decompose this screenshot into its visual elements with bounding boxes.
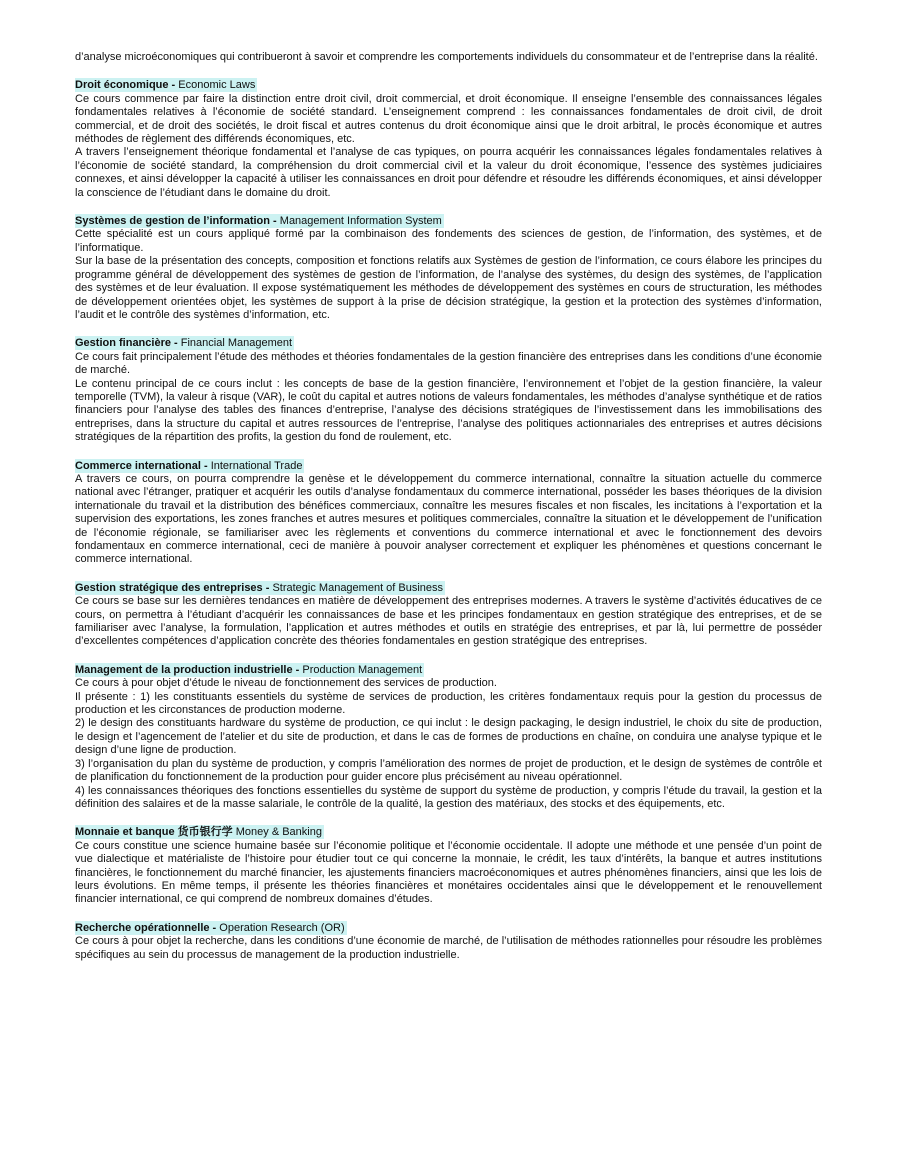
course-title — [75, 922, 822, 935]
course-paragraph: Ce cours fait principalement l’étude des méthodes et théories fondamentales de la gestion financière des entreprises dans les conditions d’une économie de marché. — [75, 350, 822, 377]
course-paragraph: A travers ce cours, on pourra comprendre la genèse et le développement du commerce international, connaître la situation actuelle du commerce national avec l’étranger, pratiquer et acquérir les outils d’analyse fondamentaux du commerce international, posséder les bases théoriques de la division internationale du travail et la distribution des bénéfices commerciaux, connaître les mesures fiscales et non fiscales, les incitations à l’exportation et la supervision des exportations, les zones franches et autres mesures et politiques commerciales, connaître la situation et le développement de l’unification de l’économie régionale, se familiariser avec les règlements et conventions du commerce international et avec le fonctionnement des devoirs fondamentaux en commerce international, ceci de manière à pouvoir analyser correctement et expliquer les phénomènes et questions concernant le commerce international. — [75, 472, 822, 566]
course-title — [75, 664, 822, 677]
section-recherche-operationnelle — [75, 922, 822, 962]
section-droit-economique — [75, 79, 822, 200]
course-paragraph: Ce cours constitue une science humaine basée sur l’économie politique et l’économie occidentale. Il adopte une méthode et une pensée d’un point de vue dialectique et matérialiste de l’histoire pour étudier tout ce qui concerne la monnaie, le crédit, les taux d’intérêts, la banque et autres institutions financières, le fonctionnement du marché financier, les ajustements financiers macroéconomiques et autres phénomènes financiers, ainsi que les lois de leurs évolutions. En même temps, il présente les théories financières et monétaires occidentales ainsi que le développement et le renouvellement financier international, ce qui comprend de nombreux domaines d’études. — [75, 839, 822, 906]
course-title — [75, 826, 822, 839]
course-title — [75, 460, 822, 473]
course-title — [75, 215, 822, 228]
course-title-fr: Systèmes de gestion de l’information - — [75, 215, 277, 228]
course-paragraph: Ce cours se base sur les dernières tendances en matière de développement des entreprises modernes. A travers le système d’activités éducatives de ce cours, on permettra à l’étudiant d’acquérir les connaissances de base et les principes fondamentaux en gestion stratégique des entreprises, et de se familiariser avec l’analyse, la formulation, l’application et autres méthodes et outils en stratégie des entreprises, et par là, lui permettre de posséder d’excellentes compétences d’application concrète des théories fondamentales en gestion stratégique des entreprises. — [75, 595, 822, 648]
course-title — [75, 337, 822, 350]
section-monnaie-banque — [75, 826, 822, 906]
course-title-en: International Trade — [210, 459, 303, 472]
course-title-fr: Gestion financière - — [75, 337, 178, 350]
course-title-en: Money & Banking — [235, 826, 322, 839]
course-paragraph: Le contenu principal de ce cours inclut : les concepts de base de la gestion financière, l’environnement et l’objet de la gestion financière, la valeur temporelle (TVM), la valeur à risque (VAR), le coût du capital et autres notions de valeurs fondamentales, les méthodes d’analyse synthétique et de ratios financiers pour l’analyse des tables des finances d’entreprise, l’analyse des décisions stratégiques de l’investissement dans les immobilisations des entreprises, dans la structure du capital et autres ressources de l’entreprise, l’analyse des politiques actionnariales des entreprises et autres décisions stratégiques de la répartition des profits, la gestion du fond de roulement, etc. — [75, 377, 822, 444]
section-management-production — [75, 664, 822, 811]
section-systemes-gestion-information — [75, 215, 822, 322]
course-title-fr: Recherche opérationnelle - — [75, 921, 217, 934]
course-title-fr: Monnaie et banque 货币银行学 — [75, 826, 233, 839]
course-paragraph: A travers l’enseignement théorique fondamental et l’analyse de cas typiques, on pourra acquérir les connaissances légales fondamentales relatives à l’économie de société standard, la compréhension du droit commercial civil et la valeur du droit économique, l’essence des systèmes judiciaires connexes, et ainsi développer la capacité à utiliser les connaissances en droit pour défendre et résoudre les différends économiques, et ainsi développer la conscience de l’étudiant dans le domaine du droit. — [75, 146, 822, 199]
course-paragraph: 3) l’organisation du plan du système de production, y compris l’amélioration des normes de projet de production, et le design de systèmes de contrôle et de planification du fonctionnement de la production pour guider encore plus précisément au niveau opérationnel. — [75, 757, 822, 784]
course-paragraph: Il présente : 1) les constituants essentiels du système de services de production, les critères fondamentaux requis pour la gestion du processus de production et les circonstances de production moderne. — [75, 690, 822, 717]
course-paragraph: 2) le design des constituants hardware du système de production, ce qui inclut : le design packaging, le design industriel, le choix du site de production, le design et l’agencement de l’atelier et du site de production, et dans le cas de formes de productions en chaîne, on conduira une analyse typique et le design d’une ligne de production. — [75, 717, 822, 757]
course-title-fr: Management de la production industrielle - — [75, 663, 300, 676]
section-gestion-strategique — [75, 582, 822, 649]
course-paragraph: Cette spécialité est un cours appliqué formé par la combinaison des fondements des sciences de gestion, de l’information, des systèmes, et de l’informatique. — [75, 228, 822, 254]
course-title-en: Economic Laws — [178, 79, 256, 92]
course-paragraph: Sur la base de la présentation des concepts, composition et fonctions relatifs aux Systèmes de gestion de l’information, ce cours élabore les principes du programme général de développement des systèmes de gestion de l’information, de l’analyse des systèmes, du design des systèmes, de l’application des systèmes et de leur évaluation. Il expose systématiquement les méthodes de développement des systèmes en cours de structuration, les méthodes de développement orientées objet, les systèmes de support à la prise de décision stratégique, la gestion et la protection des systèmes d’information, l’audit et le contrôle des systèmes d’information, etc. — [75, 255, 822, 321]
section-gestion-financiere — [75, 337, 822, 444]
course-title-fr: Gestion stratégique des entreprises - — [75, 581, 270, 594]
course-title-en: Operation Research (OR) — [219, 921, 345, 934]
course-paragraph: Ce cours commence par faire la distinction entre droit civil, droit commercial, et droit économique. Il enseigne l’ensemble des connaissances légales fondamentales relatives à l’économie de société standard. L’enseignement comprend : les connaissances fondamentales de droit civil, de droit commercial, et de droit des sociétés, le droit fiscal et autres contenus du droit économique ainsi que le droit arbitral, le procès économique et autres méthodes de règlement des différends économiques, etc. — [75, 92, 822, 146]
course-title-en: Production Management — [302, 663, 423, 676]
course-title-fr: Commerce international - — [75, 459, 208, 472]
course-paragraph: Ce cours à pour objet d’étude le niveau de fonctionnement des services de production. — [75, 677, 497, 690]
course-title — [75, 79, 822, 92]
course-title — [75, 582, 822, 595]
course-title-en: Strategic Management of Business — [272, 581, 444, 594]
intro-continuation-paragraph: d’analyse microéconomiques qui contribueront à savoir et comprendre les comportements individuels du consommateur et de l’entreprise dans la réalité. — [75, 51, 818, 63]
section-commerce-international — [75, 460, 822, 567]
course-paragraph: 4) les connaissances théoriques des fonctions essentielles du système de support du système de production, y compris l’étude du travail, la gestion et la définition des salaires et de la masse salariale, le contrôle de la qualité, la gestion des matériaux, des stocks et des équipements, etc. — [75, 784, 822, 810]
course-title-fr: Droit économique - — [75, 79, 176, 92]
course-title-en: Financial Management — [180, 337, 293, 350]
course-title-en: Management Information System — [279, 215, 442, 228]
course-paragraph: Ce cours à pour objet la recherche, dans les conditions d’une économie de marché, de l’utilisation de méthodes rationnelles pour résoudre les problèmes spécifiques au sein du processus de management de la production industrielle. — [75, 935, 822, 961]
